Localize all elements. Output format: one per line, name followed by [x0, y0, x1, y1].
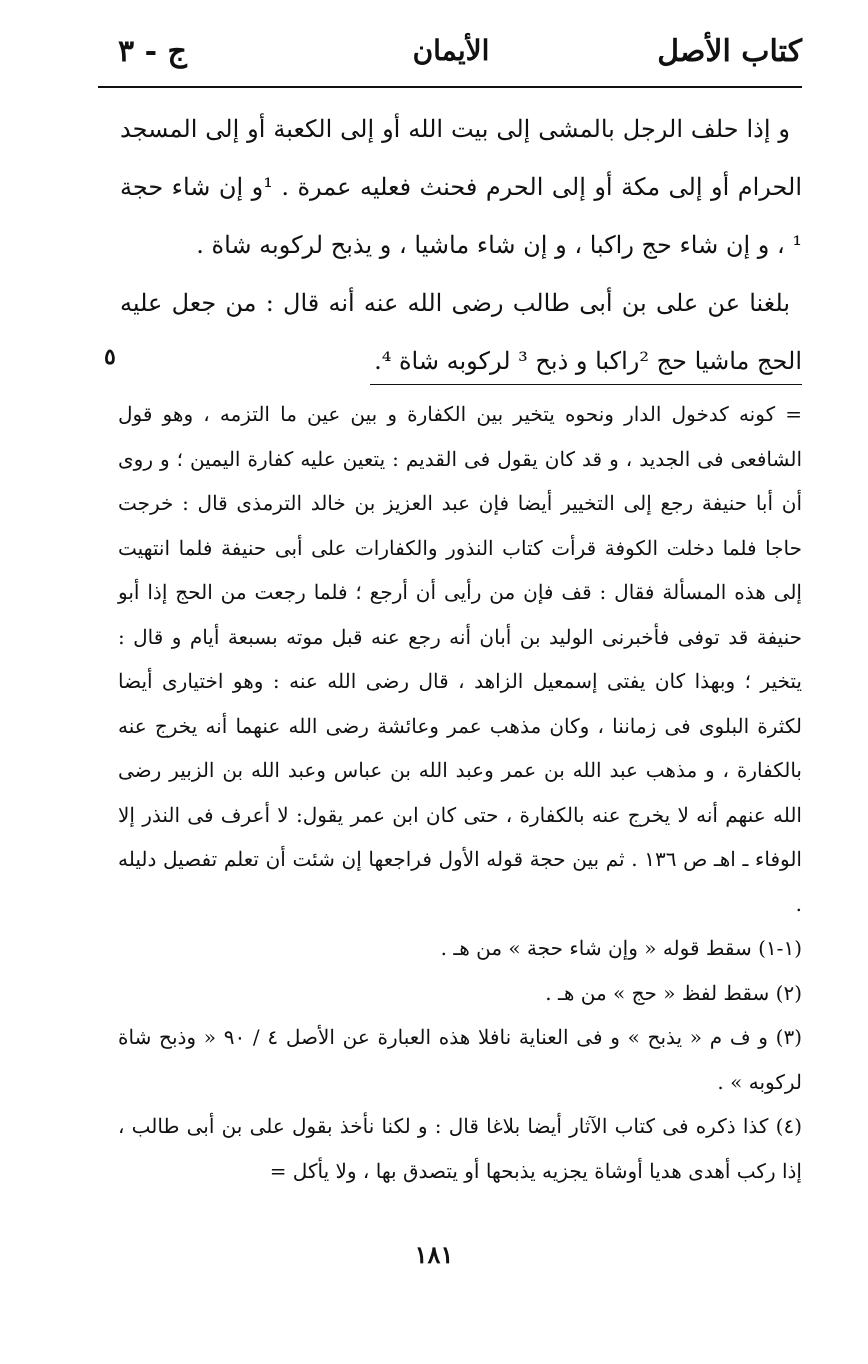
- header-volume: ج - ٣: [118, 34, 187, 69]
- main-paragraph: و إذا حلف الرجل بالمشى إلى بيت الله أو إلى الكعبة أو إلى المسجد الحرام أو إلى مكة أو إلى الحرم فحنث فعليه عمرة . ¹و إن شاء حجة ¹ ، و إن شاء حج راكبا ، و إن شاء ماشيا ، و يذبح لركوبه شاة .: [120, 115, 803, 259]
- main-text: [120, 100, 802, 390]
- footnote: (١-١) سقط قوله « وإن شاء حجة » من هـ .: [440, 936, 802, 960]
- footnote: (٢) سقط لفظ « حج » من هـ .: [545, 980, 802, 1005]
- footnote: (٣) و ف م « يذبح » و فى العناية نافلا هذه العبارة عن الأصل ٤ / ٩٠ « وذبح شاة لركوبه » .: [118, 1025, 802, 1094]
- header-divider: [98, 86, 802, 88]
- footnotes: [118, 392, 802, 1193]
- line-number-marker: ٥: [104, 344, 116, 370]
- main-paragraph: بلغنا عن على بن أبى طالب رضى الله عنه أنه قال : من جعل عليه الحج ماشيا حج ²راكبا و ذبح ³ لركوبه شاة ⁴.: [120, 289, 802, 375]
- header-book-title: كتاب الأصل: [657, 34, 802, 69]
- footnote: (٤) كذا ذكره فى كتاب الآثار أيضا بلاغا قال : و لكنا نأخذ بقول على بن أبى طالب ، إذا ركب أهدى هديا أوشاة يجزيه يذبحها أو يتصدق بها ، ولا يأكل =: [118, 1114, 802, 1183]
- footnote-continuation: = كونه كدخول الدار ونحوه يتخير بين الكفارة و بين عين ما التزمه ، وهو قول الشافعى فى الجديد ، و قد كان يقول فى القديم : يتعين عليه كفارة اليمين ؛ و روى أن أبا حنيفة رجع إلى التخيير أيضا فإن عبد العزيز بن خالد الترمذى قال : خرجت حاجا فلما دخلت الكوفة قرأت كتاب النذور والكفارات على أبى حنيفة فلما انتهيت إلى هذه المسألة فقال : قف فإن من رأيى أن أرجع ؛ فلما رجعت من الحج إذا أبو حنيفة قد توفى فأخبرنى الوليد بن أبان أنه رجع عنه قبل موته بسبعة أيام و قال : يتخير ؛ وبهذا كان يفتى إسمعيل الزاهد ، قال رضى الله عنه : وهو اختيارى أيضا لكثرة البلوى فى زماننا ، وكان مذهب عمر وعائشة رضى الله عنهما أنه يخرج عنه بالكفارة ، و مذهب عبد الله بن عمر وعبد الله بن عباس وعبد الله بن الزبير رضى الله عنهم أنه لا يخرج عنه بالكفارة ، حتى كان ابن عمر يقول: لا أعرف فى النذر إلا الوفاء ـ اهـ ص ١٣٦ . ثم بين حجة قوله الأول فراجعها إن شئت أن تعلم تفصيل دليله .: [118, 402, 802, 916]
- footnote-divider: [370, 384, 802, 385]
- header-chapter-title: الأيمان: [412, 34, 490, 67]
- running-header: [100, 28, 802, 82]
- page-number: ١٨١: [414, 1240, 454, 1269]
